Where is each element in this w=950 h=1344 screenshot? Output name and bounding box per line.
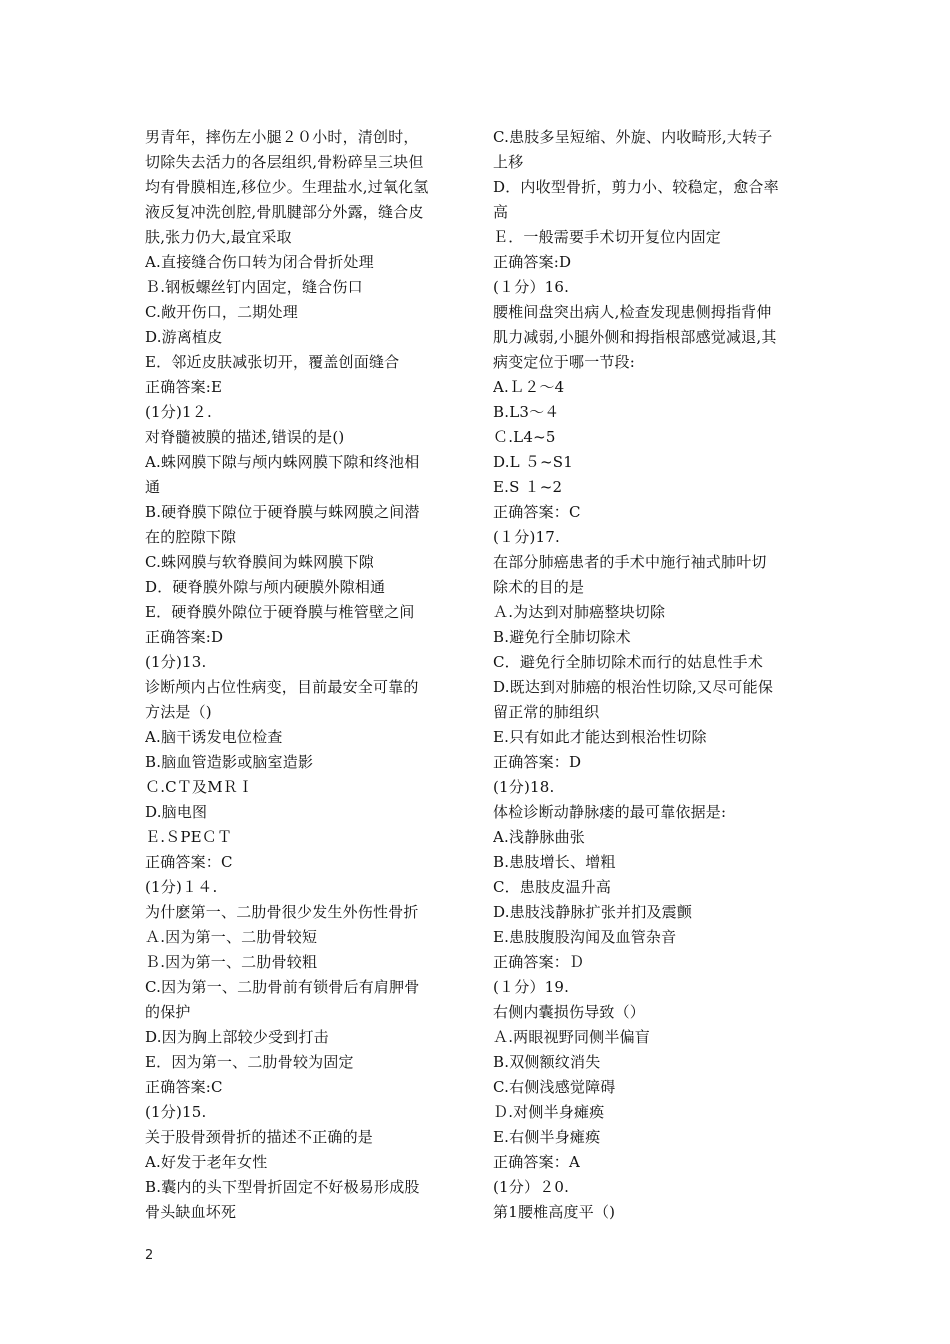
text-line: E.只有如此才能达到根治性切除 <box>493 728 707 746</box>
text-line: 在部分肺癌患者的手术中施行袖式肺叶切 <box>493 553 767 571</box>
text-line: Ａ.两眼视野同侧半偏盲 <box>493 1028 650 1046</box>
text-line: Ａ.为达到对肺癌整块切除 <box>493 603 666 621</box>
text-line: C.右侧浅感觉障碍 <box>493 1078 616 1096</box>
text-line: Ａ.因为第一、二肋骨较短 <box>145 928 318 946</box>
text-line: B.避免行全肺切除术 <box>493 628 631 646</box>
text-line: E．硬脊膜外隙位于硬脊膜与椎管壁之间 <box>145 603 415 621</box>
text-line: 第1腰椎高度平（) <box>493 1203 616 1221</box>
text-line: Ｂ.钢板螺丝钉内固定，缝合伤口 <box>145 278 363 296</box>
text-line: B.患肢增长、增粗 <box>493 853 616 871</box>
text-line: 通 <box>145 478 161 496</box>
text-line: 液反复冲洗创腔,骨肌腱部分外露，缝合皮 <box>145 203 424 221</box>
text-line: C.因为第一、二肋骨前有锁骨后有肩胛骨 <box>145 978 420 996</box>
text-line: 的保护 <box>145 1003 191 1021</box>
text-line: A.Ｌ２～4 <box>493 378 565 396</box>
text-line: 诊断颅内占位性病变，目前最安全可靠的 <box>145 678 419 696</box>
text-line: (1分)1２. <box>145 403 212 421</box>
text-line: E.患肢腹股沟闻及血管杂音 <box>493 928 677 946</box>
text-line: 正确答案：Ｄ <box>493 953 585 971</box>
text-line: 为什麽第一、二肋骨很少发生外伤性骨折 <box>145 903 419 921</box>
text-line: 高 <box>493 203 509 221</box>
text-line: E.S １~2 <box>493 478 563 496</box>
text-line: 对脊髓被膜的描述,错误的是() <box>145 428 345 446</box>
text-line: 肌力减弱,小腿外侧和拇指根部感觉减退,其 <box>493 328 777 346</box>
right-text-column <box>493 125 811 1225</box>
text-line: 留正常的肺组织 <box>493 703 600 721</box>
text-line: 正确答案：A <box>493 1153 581 1171</box>
text-line: 正确答案:D <box>145 628 224 646</box>
text-line: B.双侧额纹消失 <box>493 1053 601 1071</box>
page-number: 2 <box>145 1248 154 1263</box>
text-line: C．患肢皮温升高 <box>493 878 612 896</box>
text-line: 体检诊断动静脉瘘的最可靠依据是: <box>493 803 727 821</box>
text-line: B.囊内的头下型骨折固定不好极易形成股 <box>145 1178 420 1196</box>
text-line: 骨头缺血坏死 <box>145 1203 237 1221</box>
text-line: Ｅ.ＳPEＣＴ <box>145 828 233 846</box>
text-line: 腰椎间盘突出病人,检查发现患侧拇指背伸 <box>493 303 772 321</box>
text-line: 方法是（) <box>145 703 212 721</box>
text-line: D.因为胸上部较少受到打击 <box>145 1028 329 1046</box>
text-line: (1分)13. <box>145 653 207 671</box>
text-line: (１分)17. <box>493 528 560 546</box>
text-line: Ｅ．一般需要手术切开复位内固定 <box>493 228 722 246</box>
text-line: 病变定位于哪一节段: <box>493 353 636 371</box>
text-line: B.L3～４ <box>493 403 560 421</box>
text-line: Ｃ.CＴ及MＲＩ <box>145 778 254 796</box>
text-line: Ｃ.L4~5 <box>493 428 556 446</box>
text-line: 上移 <box>493 153 524 171</box>
text-line: 切除失去活力的各层组织,骨粉碎呈三块但 <box>145 153 424 171</box>
text-line: C.敞开伤口，二期处理 <box>145 303 298 321</box>
text-line: 在的腔隙下隙 <box>145 528 237 546</box>
text-line: 除术的目的是 <box>493 578 585 596</box>
text-line: D.既达到对肺癌的根治性切除,又尽可能保 <box>493 678 774 696</box>
text-line: A.脑干诱发电位检查 <box>145 728 283 746</box>
text-line: (１分）19. <box>493 978 570 996</box>
text-line: A.蛛网膜下隙与颅内蛛网膜下隙和终池相 <box>145 453 420 471</box>
text-line: 右侧内囊损伤导致（） <box>493 1003 646 1021</box>
text-line: 均有骨膜相连,移位少。生理盐水,过氧化氢 <box>145 178 429 196</box>
text-line: A.直接缝合伤口转为闭合骨折处理 <box>145 253 374 271</box>
text-line: 正确答案:E <box>145 378 223 396</box>
text-line: A.好发于老年女性 <box>145 1153 268 1171</box>
text-line: E．邻近皮肤减张切开，覆盖创面缝合 <box>145 353 400 371</box>
text-line: B.脑血管造影或脑室造影 <box>145 753 314 771</box>
text-line: D.游离植皮 <box>145 328 223 346</box>
text-line: Ｂ.因为第一、二肋骨较粗 <box>145 953 318 971</box>
text-line: 正确答案:D <box>493 253 572 271</box>
text-line: B.硬脊膜下隙位于硬脊膜与蛛网膜之间潜 <box>145 503 420 521</box>
text-line: A.浅静脉曲张 <box>493 828 586 846</box>
text-line: 关于股骨颈骨折的描述不正确的是 <box>145 1128 374 1146</box>
text-line: D.L ５~S1 <box>493 453 573 471</box>
text-line: (1分)18. <box>493 778 555 796</box>
text-line: (1分）２0. <box>493 1178 570 1196</box>
text-line: E．因为第一、二肋骨较为固定 <box>145 1053 354 1071</box>
text-line: 肤,张力仍大,最宜采取 <box>145 228 292 246</box>
text-line: 正确答案：D <box>493 753 582 771</box>
text-line: C．避免行全肺切除术而行的姑息性手术 <box>493 653 764 671</box>
text-line: D．内收型骨折，剪力小、较稳定，愈合率 <box>493 178 779 196</box>
text-line: C.蛛网膜与软脊膜间为蛛网膜下隙 <box>145 553 374 571</box>
text-line: (1分)１４. <box>145 878 218 896</box>
left-text-column <box>145 125 463 1225</box>
text-line: D．硬脊膜外隙与颅内硬膜外隙相通 <box>145 578 386 596</box>
text-line: D.患肢浅静脉扩张并扪及震颤 <box>493 903 693 921</box>
text-line: 正确答案:C <box>145 1078 223 1096</box>
text-line: 男青年，摔伤左小腿２０小时，清创时， <box>145 128 419 146</box>
text-line: C.患肢多呈短缩、外旋、内收畸形,大转子 <box>493 128 773 146</box>
text-line: E.右侧半身瘫痪 <box>493 1128 601 1146</box>
text-line: D.脑电图 <box>145 803 208 821</box>
text-line: Ｄ.对侧半身瘫痪 <box>493 1103 605 1121</box>
text-line: (１分）16. <box>493 278 570 296</box>
text-line: 正确答案：C <box>493 503 581 521</box>
text-line: 正确答案：C <box>145 853 233 871</box>
text-line: (1分)15. <box>145 1103 207 1121</box>
